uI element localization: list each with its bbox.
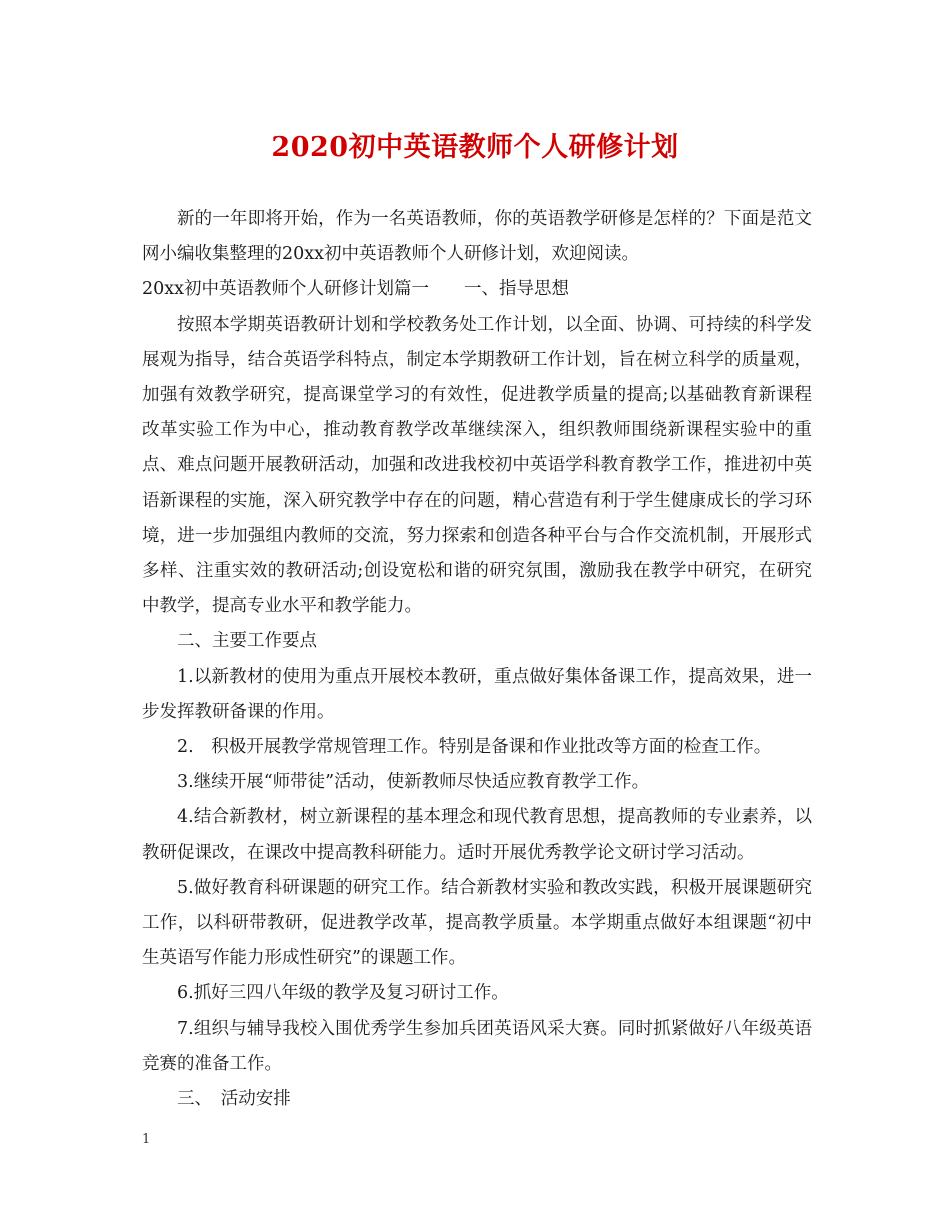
paragraph-point-3: 3.继续开展“师带徒”活动，使新教师尽快适应教育教学工作。 (177, 772, 650, 793)
paragraph-point-7: 7.组织与辅导我校入围优秀学生参加兵团英语风采大赛。同时抓紧做好八年级英语竞赛的准备工作。 (142, 1018, 812, 1074)
paragraph-section-heading: 20xx初中英语教师个人研修计划篇一 一、指导思想 (142, 279, 570, 300)
paragraph-point-4: 4.结合新教材，树立新课程的基本理念和现代教育思想，提高教师的专业素养，以教研促课改，在课改中提高教科研能力。适时开展优秀教学论文研讨学习活动。 (142, 807, 812, 863)
document-body (142, 202, 812, 1117)
paragraph-point-6: 6.抓好三四八年级的教学及复习研讨工作。 (177, 983, 509, 1004)
paragraph-point-1: 1.以新教材的使用为重点开展校本教研，重点做好集体备课工作，提高效果，进一步发挥教研备课的作用。 (142, 666, 812, 722)
paragraph-guiding-thought: 按照本学期英语教研计划和学校教务处工作计划，以全面、协调、可持续的科学发展观为指导，结合英语学科特点，制定本学期教研工作计划，旨在树立科学的质量观，加强有效教学研究，提高课堂学习的有效性，促进教学质量的提高;以基础教育新课程改革实验工作为中心，推动教育教学改革继续深入，组织教师围绕新课程实验中的重点、难点问题开展教研活动，加强和改进我校初中英语学科教育教学工作，推进初中英语新课程的实施，深入研究教学中存在的问题，精心营造有利于学生健康成长的学习环境，进一步加强组内教师的交流，努力探索和创造各种平台与合作交流机制，开展形式多样、注重实效的教研活动;创设宽松和谐的研究氛围，激励我在教学中研究，在研究中教学，提高专业水平和教学能力。 (142, 314, 812, 617)
paragraph-point-2: 2. 积极开展教学常规管理工作。特别是备课和作业批改等方面的检查工作。 (177, 737, 772, 758)
page-number: 1 (142, 1132, 151, 1147)
paragraph-point-5: 5.做好教育科研课题的研究工作。结合新教材实验和教改实践，积极开展课题研究工作，以科研带教研，促进教学改革，提高教学质量。本学期重点做好本组课题“初中生英语写作能力形成性研究”的课题工作。 (142, 877, 812, 969)
paragraph-heading-main-points: 二、主要工作要点 (177, 631, 317, 652)
document-title: 2020初中英语教师个人研修计划 (271, 132, 679, 163)
paragraph-heading-activities: 三、 活动安排 (177, 1089, 291, 1110)
paragraph-intro: 新的一年即将开始，作为一名英语教师，你的英语教学研修是怎样的？下面是范文网小编收集整理的20xx初中英语教师个人研修计划，欢迎阅读。 (142, 209, 812, 265)
